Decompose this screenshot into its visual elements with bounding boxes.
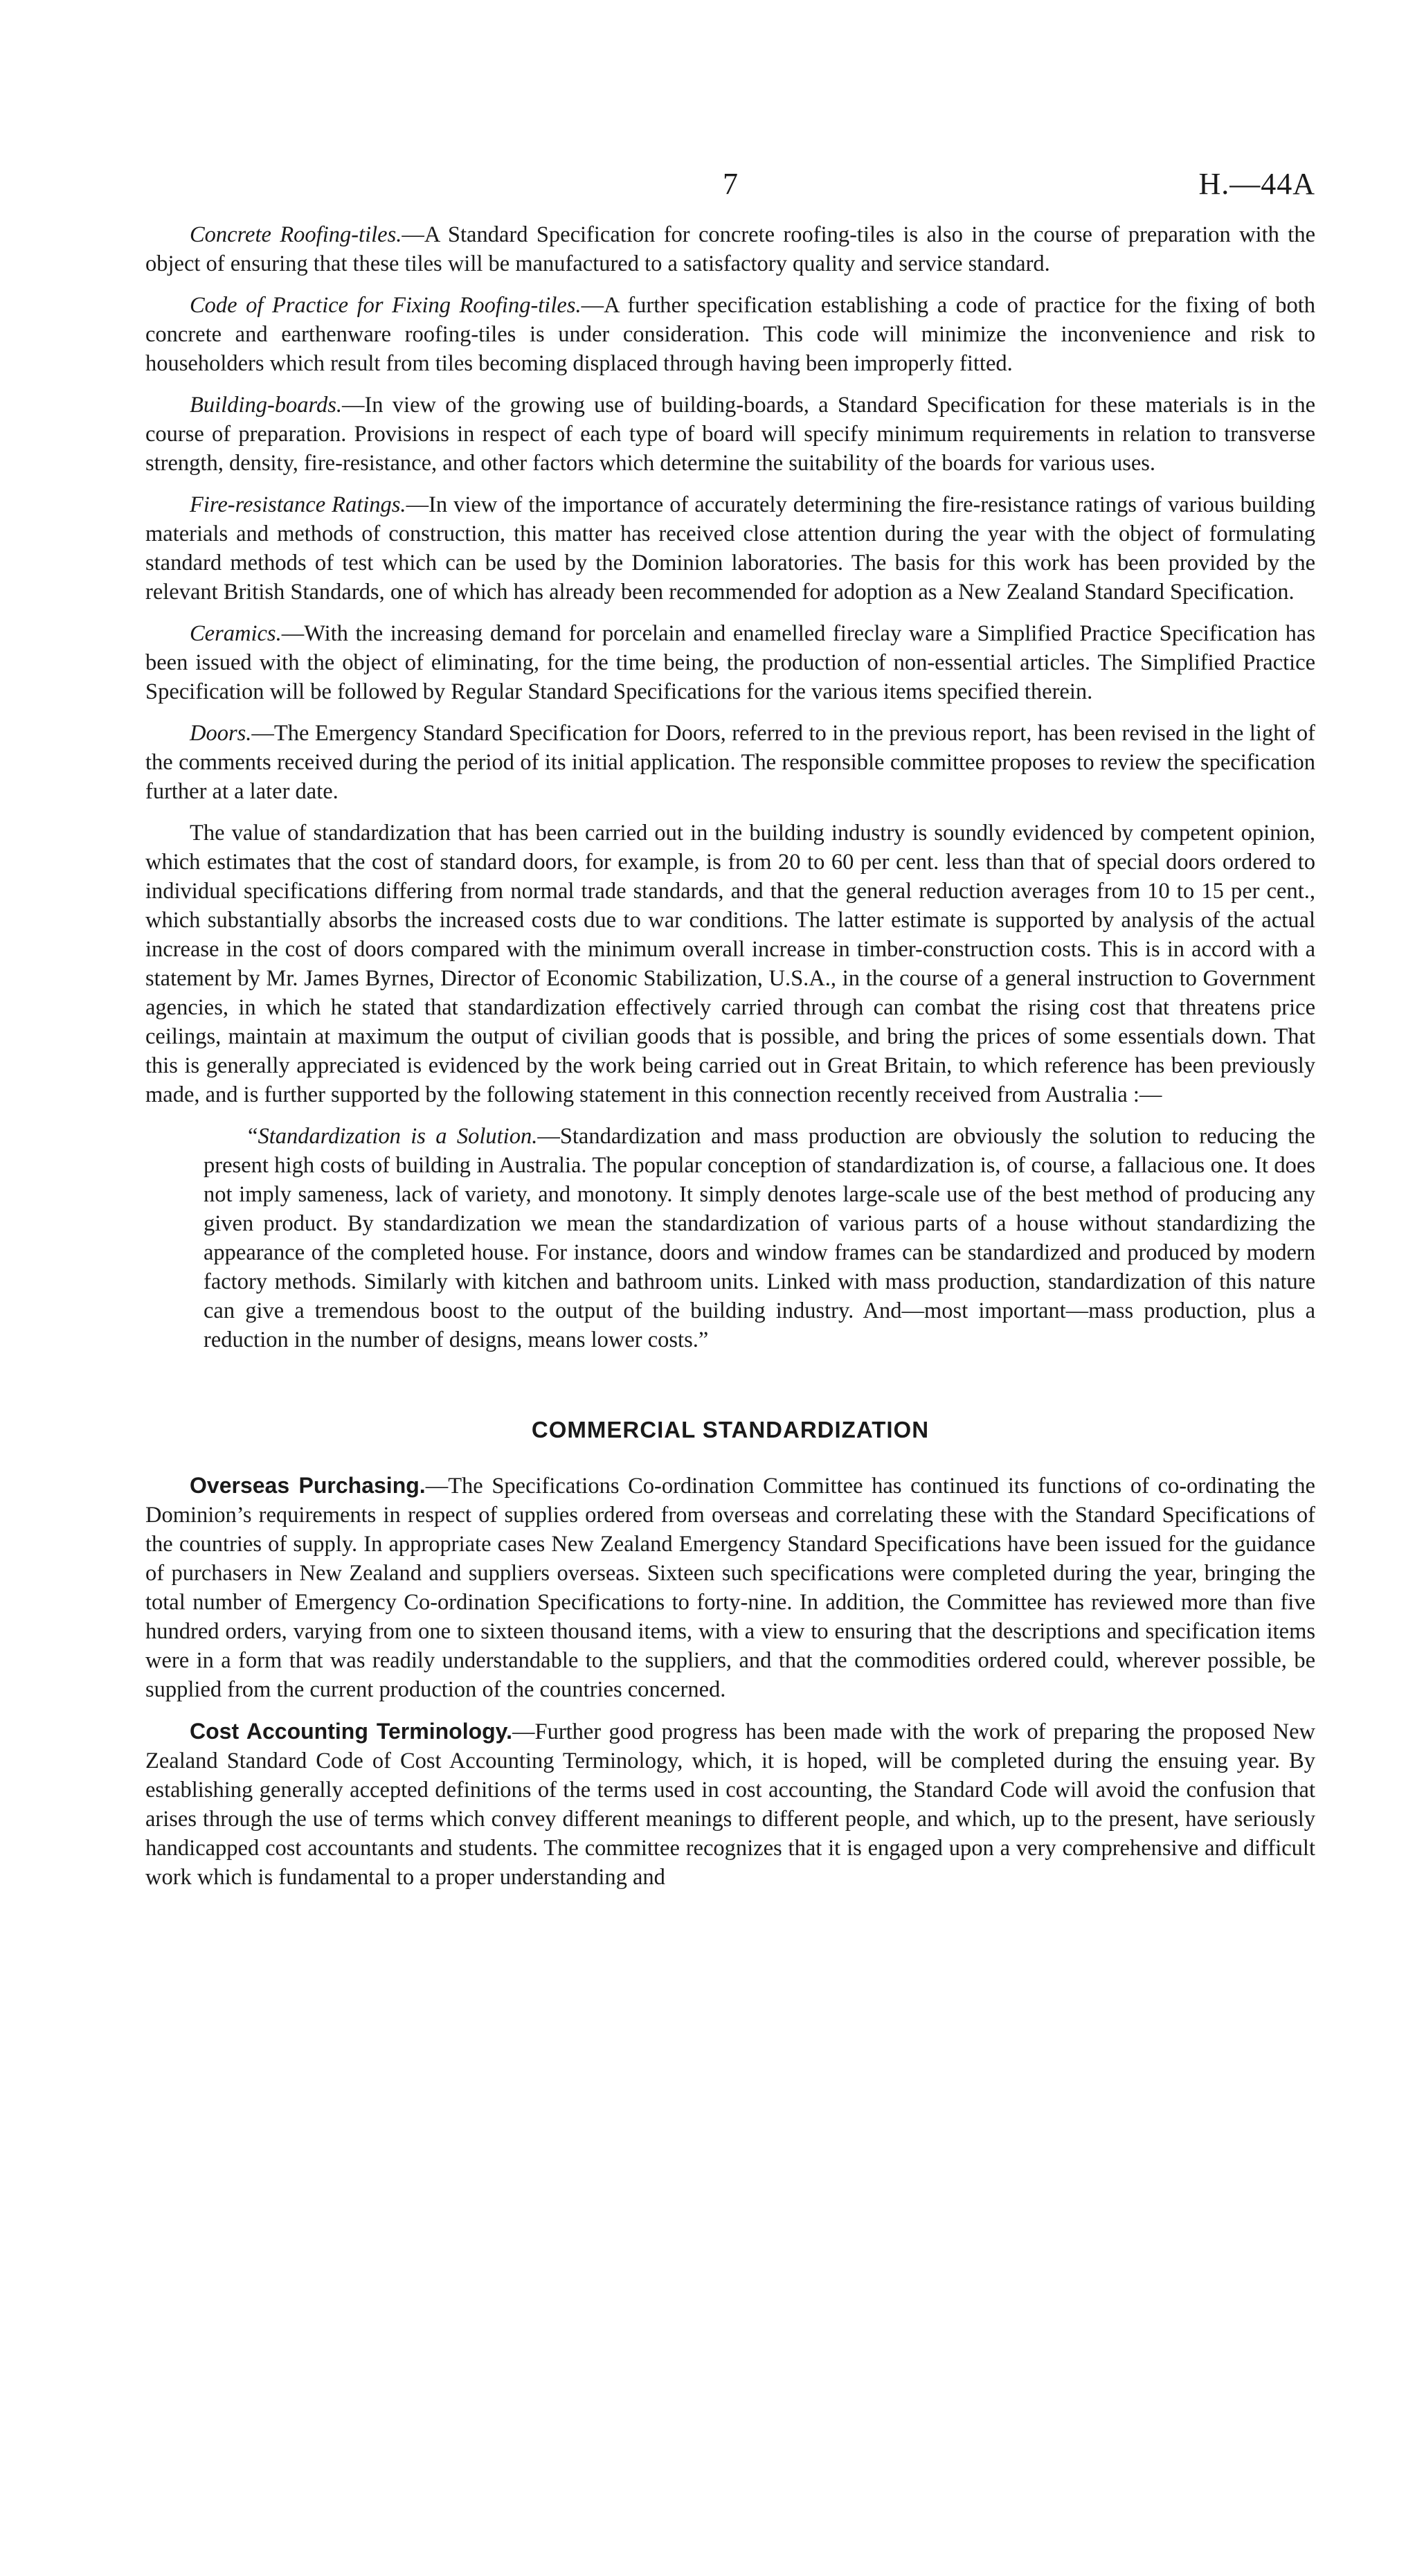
paragraph-heading: Concrete Roofing-tiles. xyxy=(190,222,402,247)
paragraph-heading: Cost Accounting Terminology. xyxy=(190,1719,512,1744)
page-number: 7 xyxy=(723,167,738,201)
paragraph-heading: Ceramics. xyxy=(190,621,282,646)
quote-text: —Standardization and mass production are obviously the solution to reducing the present high costs of building in Australia. The popular conception of standardization is, of course, a fallacious one. It does not imply sameness, lack of variety, and monotony. It simply denotes large-scale use of the best method of producing any given product. By standardization we mean the standardization of various parts of a house without standardizing the appearance of the completed house. For instance, doors and window frames can be standardized and produced by modern factory methods. Similarly with kitchen and bathroom units. Linked with mass production, standardization of this nature can give a tremendous boost to the output of the building industry. And—most important—mass production, plus a reduction in the number of designs, means lower costs.” xyxy=(204,1124,1315,1352)
document-reference: H.—44A xyxy=(1198,167,1315,201)
paragraph-text: —In view of the growing use of building-boards, a Standard Specification for these materials is in the course of preparation. Provisions in respect of each type of board will specify minimum requirements in relation to transverse strength, density, fire-resistance, and other factors which determine the suitability of the boards for various uses. xyxy=(145,393,1315,476)
paragraph-heading: Fire-resistance Ratings. xyxy=(190,492,406,517)
page-header xyxy=(145,166,1315,208)
paragraph-fire-resistance xyxy=(145,490,1315,607)
paragraph-text: —With the increasing demand for porcelain and enamelled fireclay ware a Simplified Practice Specification has been issued with the object of eliminating, for the time being, the production of non-essential articles. The Simplified Practice Specification will be followed by Regular Standard Specifications for the various items specified therein. xyxy=(145,621,1315,704)
paragraph-text: —In view of the importance of accurately determining the fire-resistance ratings of various building materials and methods of construction, this matter has received close attention during the year with the object of formulating standard methods of test which can be used by the Dominion laboratories. The basis for this work has been provided by the relevant British Standards, one of which has already been recommended for adoption as a New Zealand Standard Specification. xyxy=(145,492,1315,605)
paragraph-concrete-roofing-tiles xyxy=(145,220,1315,278)
paragraph-heading: Building-boards. xyxy=(190,393,342,418)
paragraph-overseas-purchasing xyxy=(145,1471,1315,1704)
paragraph-building-boards xyxy=(145,391,1315,478)
quote-open-mark: “ xyxy=(248,1124,258,1149)
block-quote-australia xyxy=(204,1122,1315,1354)
paragraph-cost-accounting xyxy=(145,1717,1315,1892)
quote-heading: Standardization is a Solution. xyxy=(258,1124,538,1149)
document-page xyxy=(145,166,1315,1904)
paragraph-heading: Code of Practice for Fixing Roofing-tiles. xyxy=(190,293,582,318)
section-heading: COMMERCIAL STANDARDIZATION xyxy=(531,1417,930,1442)
paragraph-text: —Further good progress has been made with the work of preparing the proposed New Zealand Standard Code of Cost Accounting Terminology, which, it is hoped, will be completed during the ensuing year. By establishing generally accepted definitions of the terms used in cost accounting, the Standard Code will avoid the confusion that arises through the use of terms which convey different meanings to different people, and which, up to the present, have seriously handicapped cost accountants and students. The committee recognizes that it is engaged upon a very comprehensive and difficult work which is fundamental to a proper understanding and xyxy=(145,1719,1316,1890)
paragraph-ceramics xyxy=(145,619,1315,706)
paragraph-text: —The Specifications Co-ordination Committee has continued its functions of co-ordinating the Dominion’s requirements in respect of supplies ordered from overseas and correlating these with the Standard Specifications of the countries of supply. In appropriate cases New Zealand Emergency Standard Specifications have been issued for the guidance of purchasers in New Zealand and suppliers overseas. Sixteen such specifications were completed during the year, bringing the total number of Emergency Co-ordination Specifications to forty-nine. In addition, the Committee has reviewed more than five hundred orders, varying from one to sixteen thousand items, with a view to ensuring that the descriptions and specification items were in a form that was readily understandable to the suppliers, and that the commodities ordered could, wherever possible, be supplied from the current production of the countries concerned. xyxy=(145,1474,1315,1702)
paragraph-code-of-practice xyxy=(145,291,1315,378)
paragraph-text: —A further specification establishing a code of practice for the fixing of both concrete and earthenware roofing-tiles is under consideration. This code will minimize the inconvenience and risk to householders which result from tiles becoming displaced through having been improperly fitted. xyxy=(145,293,1315,376)
paragraph-doors xyxy=(145,719,1315,806)
paragraph-heading: Overseas Purchasing. xyxy=(190,1473,426,1498)
paragraph-text: The value of standardization that has been carried out in the building industry is soundly evidenced by competent opinion, which estimates that the cost of standard doors, for example, is from 20 to 60 per cent. less than that of special doors ordered to individual specifications differing from normal trade standards, and that the general reduction averages from 10 to 15 per cent., which substantially absorbs the increased costs due to war conditions. The latter estimate is supported by analysis of the actual increase in the cost of doors compared with the minimum overall increase in timber-construction costs. This is in accord with a statement by Mr. James Byrnes, Director of Economic Stabilization, U.S.A., in the course of a general instruction to Government agencies, in which he stated that standardization effectively carried through can combat the rising cost that threatens price ceilings, maintain at maximum the output of civilian goods that is possible, and bring the prices of some essentials down. That this is generally appreciated is evidenced by the work being carried out in Great Britain, to which reference has been previously made, and is further supported by the following statement in this connection recently received from Australia :— xyxy=(145,821,1315,1107)
paragraph-text: —A Standard Specification for concrete roofing-tiles is also in the course of preparation with the object of ensuring that these tiles will be manufactured to a satisfactory quality and service standard. xyxy=(145,222,1315,276)
paragraph-text: —The Emergency Standard Specification for Doors, referred to in the previous report, has been revised in the light of the comments received during the period of its initial application. The responsible committee proposes to review the specification further at a later date. xyxy=(145,721,1315,804)
paragraph-value-of-standardization xyxy=(145,819,1315,1109)
paragraph-heading: Doors. xyxy=(190,721,252,746)
